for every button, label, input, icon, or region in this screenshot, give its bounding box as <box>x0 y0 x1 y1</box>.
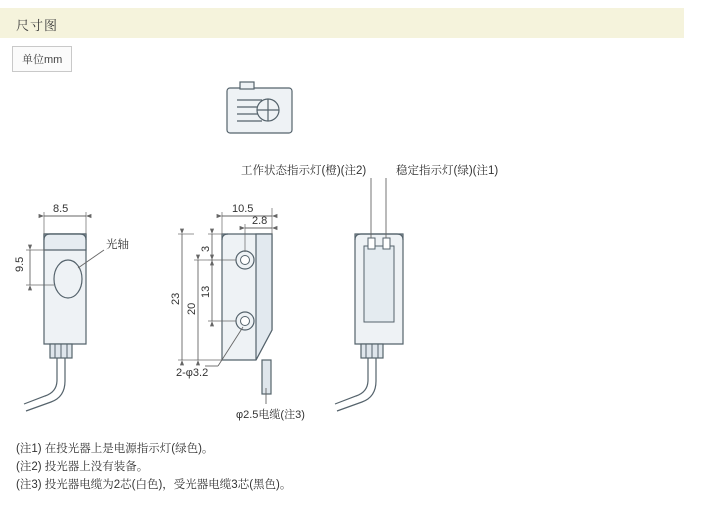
side-view-figure <box>170 203 305 421</box>
dim-side-hole-span: 20 <box>186 302 198 315</box>
top-view-figure <box>227 82 292 133</box>
page-title: 尺寸图 <box>16 18 59 33</box>
dim-side-hole-pitch: 13 <box>200 285 212 298</box>
label-cable: φ2.5电缆(注3) <box>236 409 305 421</box>
dim-side-top-gap: 3 <box>200 245 212 252</box>
label-mounting-holes: 2-φ3.2 <box>176 367 209 379</box>
note-1: (注1) 在投光器上是电源指示灯(绿色)。 <box>16 443 214 455</box>
dim-side-width: 10.5 <box>232 203 254 215</box>
notes-block <box>16 440 291 494</box>
note-2: (注2) 投光器上没有装备。 <box>16 461 149 473</box>
dim-front-height: 9.5 <box>14 256 26 272</box>
rear-view-figure <box>241 163 498 411</box>
front-view-figure <box>14 203 129 411</box>
dim-side-offset: 2.8 <box>252 215 268 227</box>
dim-front-width: 8.5 <box>53 203 69 215</box>
label-optical-axis: 光轴 <box>106 239 129 251</box>
note-3: (注3) 投光器电缆为2芯(白色)，受光器电缆3芯(黑色)。 <box>16 479 292 491</box>
label-stability-indicator: 稳定指示灯(绿)(注1) <box>396 165 499 177</box>
unit-label: 单位mm <box>12 46 72 72</box>
dim-side-total: 23 <box>170 292 182 305</box>
label-operation-indicator: 工作状态指示灯(橙)(注2) <box>241 165 367 177</box>
